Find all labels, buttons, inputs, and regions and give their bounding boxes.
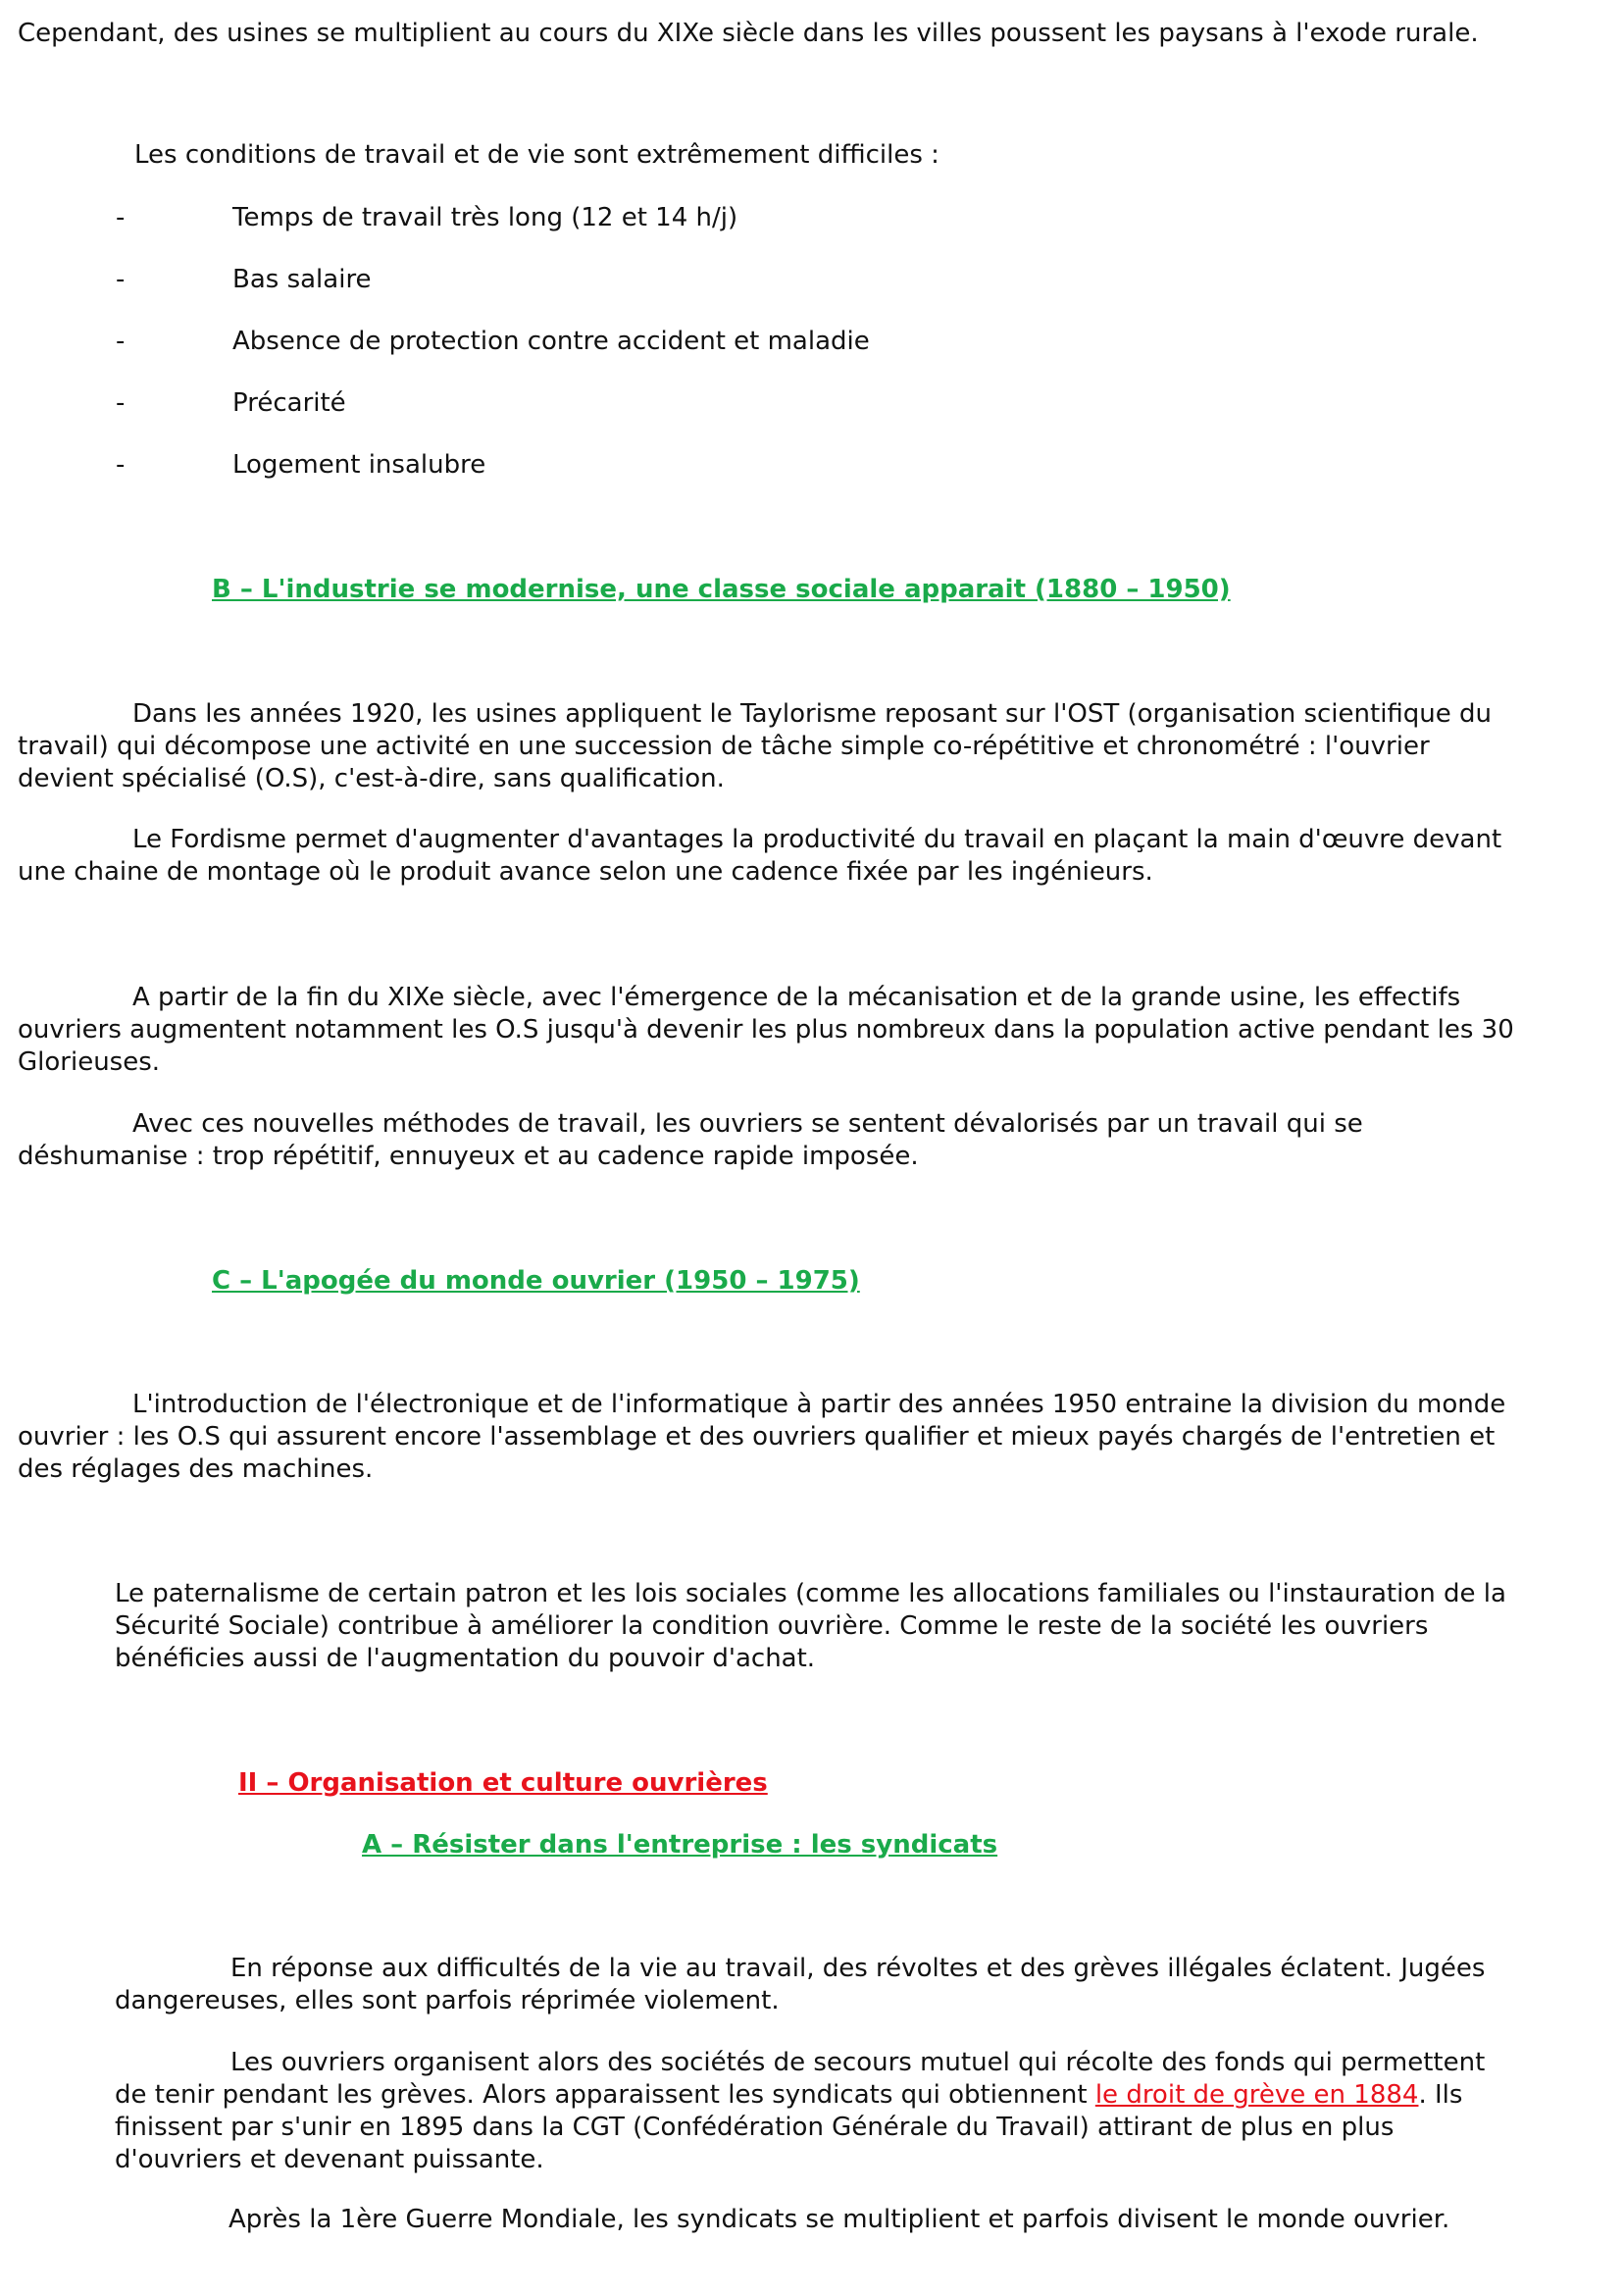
section-2a-subheading: A – Résister dans l'entreprise : les syndicats bbox=[362, 1830, 998, 1860]
list-bullet: - bbox=[116, 203, 126, 232]
section-b-heading: B – L'industrie se modernise, une classe sociale apparait (1880 – 1950) bbox=[212, 575, 1231, 604]
section-2-paragraph: Après la 1ère Guerre Mondiale, les syndicats se multiplient et parfois divisent le monde ouvrier. bbox=[228, 2205, 1450, 2234]
section-c-paragraph: L'introduction de l'électronique et de l'informatique à partir des années 1950 entraine la division du monde ouvrier : les O.S qui assurent encore l'assemblage et des ouvriers qualifier et mieux payés chargés de l'entretien et des réglages des machines. bbox=[18, 1390, 1506, 1484]
section-b-paragraph: A partir de la fin du XIXe siècle, avec l'émergence de la mécanisation et de la grande usine, les effectifs ouvriers augmentent notamment les O.S jusqu'à devenir les plus nombreux dans la population active pendant les 30 Glorieuses. bbox=[18, 983, 1514, 1077]
section-b-paragraph: Avec ces nouvelles méthodes de travail, les ouvriers se sentent dévalorisés par un travail qui se déshumanise : trop répétitif, ennuyeux et au cadence rapide imposée. bbox=[18, 1109, 1363, 1171]
paragraph-text: finissent par s'unir en 1895 dans la CGT (Confédération Générale du Travail) attirant de plus en plus d'ouvriers et devenant puissante. bbox=[115, 2113, 1395, 2174]
list-item: Temps de travail très long (12 et 14 h/j) bbox=[232, 203, 738, 232]
paragraph-line bbox=[115, 2079, 1615, 2112]
list-item: Absence de protection contre accident et maladie bbox=[232, 327, 870, 356]
conditions-lead: Les conditions de travail et de vie sont extrêmement difficiles : bbox=[134, 140, 939, 170]
list-item: Précarité bbox=[232, 388, 346, 418]
paragraph-line: Les ouvriers organisent alors des sociétés de secours mutuel qui récolte des fonds qui permettent bbox=[230, 2048, 1486, 2077]
intro-paragraph: Cependant, des usines se multiplient au cours du XIXe siècle dans les villes poussent les paysans à l'exode rurale. bbox=[18, 19, 1479, 48]
paragraph-text: de tenir pendant les grèves. Alors apparaissent les syndicats qui obtiennent bbox=[115, 2080, 1095, 2110]
list-bullet: - bbox=[116, 327, 126, 356]
section-c-heading: C – L'apogée du monde ouvrier (1950 – 1975) bbox=[212, 1266, 860, 1296]
droit-de-greve-link[interactable]: le droit de grève en 1884 bbox=[1094, 2080, 1419, 2110]
list-bullet: - bbox=[116, 388, 126, 418]
list-item: Logement insalubre bbox=[232, 450, 486, 480]
section-2-heading: II – Organisation et culture ouvrières bbox=[238, 1768, 768, 1798]
section-2-paragraph-strikes bbox=[115, 2047, 1615, 2176]
section-b-paragraph: Le Fordisme permet d'augmenter d'avantages la productivité du travail en plaçant la main d'œuvre devant une chaine de montage où le produit avance selon une cadence fixée par les ingénieurs. bbox=[18, 825, 1502, 887]
list-item: Bas salaire bbox=[232, 265, 372, 294]
paragraph-text: . Ils bbox=[1418, 2080, 1463, 2110]
section-c-paragraph: Le paternalisme de certain patron et les lois sociales (comme les allocations familiales ou l'instauration de la Sécurité Sociale) contribue à améliorer la condition ouvrière. Comme le reste de la société les ouvriers bénéficies aussi de l'augmentation du pouvoir d'achat. bbox=[115, 1579, 1506, 1673]
list-bullet: - bbox=[116, 265, 126, 294]
section-b-paragraph: Dans les années 1920, les usines appliquent le Taylorisme reposant sur l'OST (organisation scientifique du travail) qui décompose une activité en une succession de tâche simple co-répétitive et chronométré : l'ouvrier devient spécialisé (O.S), c'est-à-dire, sans qualification. bbox=[18, 699, 1493, 793]
list-bullet: - bbox=[116, 450, 126, 480]
section-2-paragraph: En réponse aux difficultés de la vie au travail, des révoltes et des grèves illégales éclatent. Jugées dangereuses, elles sont parfois réprimée violement. bbox=[115, 1954, 1486, 2015]
